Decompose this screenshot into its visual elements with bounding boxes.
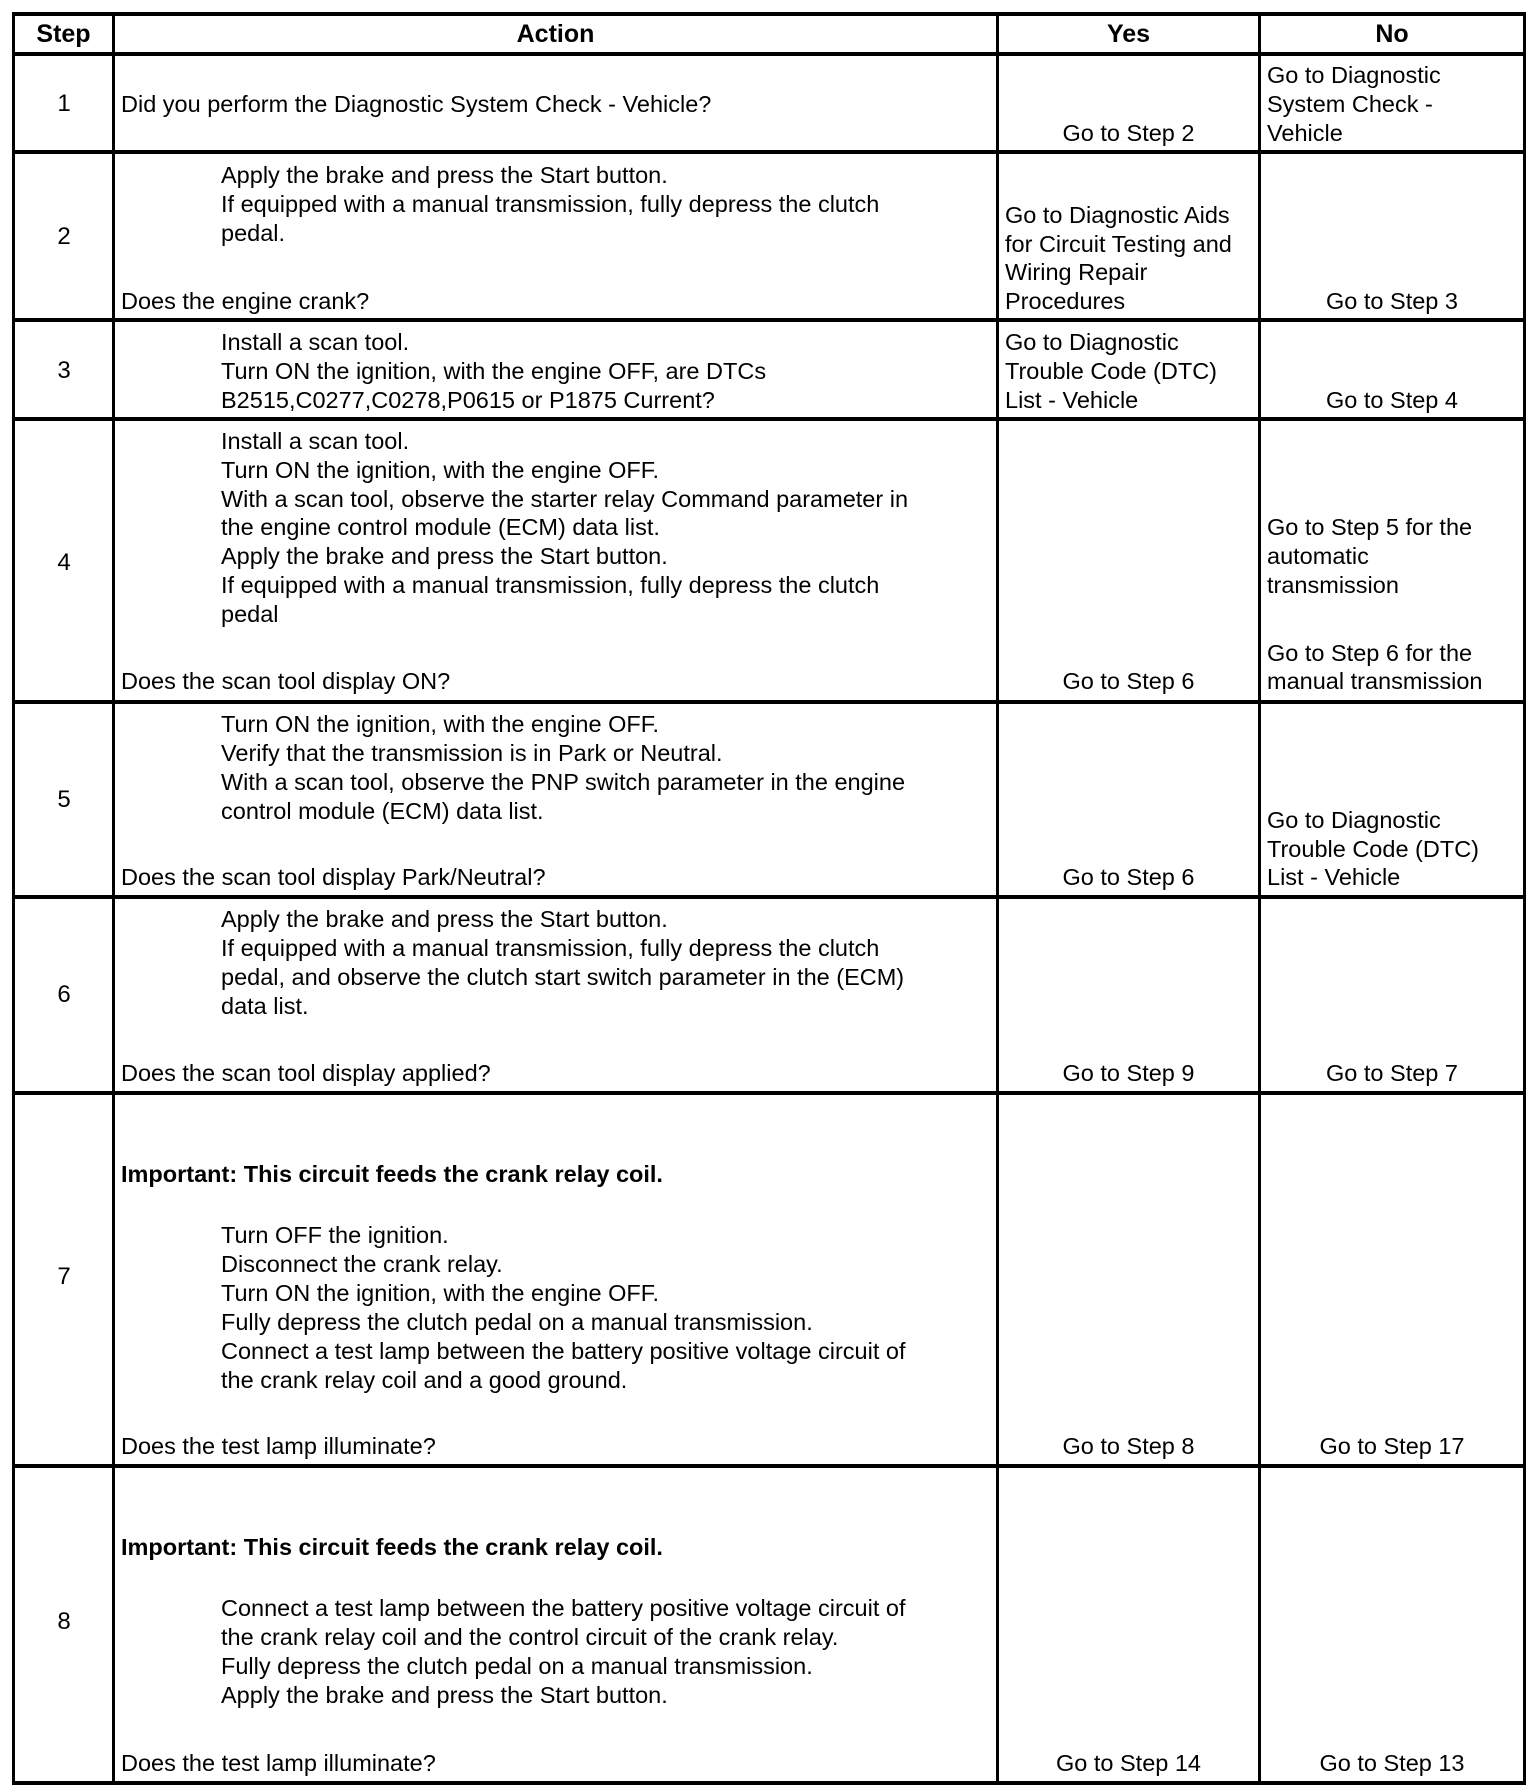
action-line: If equipped with a manual transmission, fully depress the clutch (221, 191, 880, 217)
step-number: 4 (57, 549, 71, 576)
action-line: Turn ON the ignition, with the engine OFF, are DTCs (221, 358, 767, 384)
rule-right (1523, 12, 1526, 1785)
yes-cell-line: Go to Diagnostic (1005, 329, 1179, 355)
action-line: Turn ON the ignition, with the engine OFF. (221, 711, 660, 737)
header-no: No (1375, 19, 1409, 48)
header-action: Action (516, 19, 595, 48)
action-line: the engine control module (ECM) data list. (221, 514, 660, 540)
action-line: Apply the brake and press the Start button. (221, 162, 668, 188)
action-line: Fully depress the clutch pedal on a manual transmission. (221, 1653, 813, 1679)
yes-cell-line: for Circuit Testing and (1005, 231, 1232, 257)
rule-bottom (12, 1781, 1526, 1785)
yes-cell: Go to Step 6 (1062, 668, 1195, 694)
action-line: Install a scan tool. (221, 329, 410, 355)
step-question: Does the scan tool display ON? (121, 668, 451, 694)
action-line: Connect a test lamp between the battery positive voltage circuit of (221, 1338, 906, 1364)
action-line: Apply the brake and press the Start button. (221, 543, 668, 569)
action-line: Turn ON the ignition, with the engine OFF. (221, 457, 660, 483)
no-cell-line: Go to Diagnostic (1267, 62, 1441, 88)
rule-step3 (12, 417, 1526, 421)
step-question: Does the engine crank? (121, 288, 370, 314)
action-line: If equipped with a manual transmission, fully depress the clutch (221, 935, 880, 961)
no-cell-line: manual transmission (1267, 668, 1483, 694)
action-line: the crank relay coil and the control circuit of the crank relay. (221, 1624, 839, 1650)
no-cell-line: Trouble Code (DTC) (1267, 836, 1479, 862)
step-question: Does the scan tool display applied? (121, 1060, 491, 1086)
yes-cell: Go to Step 2 (1062, 120, 1195, 146)
yes-cell-line: Trouble Code (DTC) (1005, 358, 1217, 384)
action-line: With a scan tool, observe the PNP switch parameter in the engine (221, 769, 906, 795)
rule-left (12, 12, 15, 1785)
step-question: Does the scan tool display Park/Neutral? (121, 864, 546, 890)
action-line: Turn ON the ignition, with the engine OFF. (221, 1280, 660, 1306)
rule-step2 (12, 318, 1526, 322)
no-cell: Go to Step 17 (1319, 1433, 1465, 1459)
yes-cell: Go to Step 9 (1062, 1060, 1195, 1086)
action-line: If equipped with a manual transmission, fully depress the clutch (221, 572, 880, 598)
action-line: Install a scan tool. (221, 428, 410, 454)
action-line: Connect a test lamp between the battery positive voltage circuit of (221, 1595, 906, 1621)
rule-step6 (12, 1091, 1526, 1095)
no-cell: Go to Step 13 (1319, 1750, 1465, 1776)
step-question: Does the test lamp illuminate? (121, 1750, 436, 1776)
action-line: Disconnect the crank relay. (221, 1251, 503, 1277)
step-number: 3 (57, 357, 71, 384)
action-line: Fully depress the clutch pedal on a manual transmission. (221, 1309, 813, 1335)
rule-step1 (12, 150, 1526, 154)
no-cell: Go to Step 3 (1326, 288, 1458, 314)
yes-cell: Go to Step 8 (1062, 1433, 1195, 1459)
no-cell-line: Vehicle (1267, 120, 1343, 146)
no-cell: Go to Step 4 (1326, 387, 1458, 413)
no-cell-line: System Check - (1267, 91, 1433, 117)
action-line: control module (ECM) data list. (221, 798, 544, 824)
step-number: 1 (57, 90, 71, 117)
header-step: Step (36, 19, 91, 48)
rule-action-col (996, 12, 999, 1785)
action-line: B2515,C0277,C0278,P0615 or P1875 Current? (221, 387, 715, 413)
no-cell-line: automatic (1267, 543, 1369, 569)
rule-step4 (12, 700, 1526, 704)
step-number: 2 (57, 223, 71, 250)
action-line: Apply the brake and press the Start button. (221, 1682, 668, 1708)
action-line: Apply the brake and press the Start button. (221, 906, 668, 932)
rule-step5 (12, 895, 1526, 899)
step-number: 6 (57, 981, 71, 1008)
no-cell-line: transmission (1267, 572, 1399, 598)
important-note: Important: This circuit feeds the crank relay coil. (121, 1161, 663, 1187)
action-line: With a scan tool, observe the starter relay Command parameter in (221, 486, 909, 512)
rule-yes-col (1258, 12, 1261, 1785)
important-note: Important: This circuit feeds the crank relay coil. (121, 1534, 663, 1560)
no-cell-line: Go to Step 5 for the (1267, 514, 1473, 540)
no-cell-line: Go to Step 6 for the (1267, 640, 1473, 666)
action-line: pedal. (221, 220, 286, 246)
no-cell: Go to Step 7 (1326, 1060, 1458, 1086)
rule-step7 (12, 1464, 1526, 1468)
action-line: Turn OFF the ignition. (221, 1222, 449, 1248)
step-number: 5 (57, 786, 71, 813)
no-cell-line: List - Vehicle (1267, 864, 1401, 890)
action-line: data list. (221, 993, 309, 1019)
yes-cell: Go to Step 6 (1062, 864, 1195, 890)
step-question: Did you perform the Diagnostic System Check - Vehicle? (121, 91, 712, 117)
header-yes: Yes (1106, 19, 1151, 48)
no-cell-line: Go to Diagnostic (1267, 807, 1441, 833)
step-number: 7 (57, 1263, 71, 1290)
step-question: Does the test lamp illuminate? (121, 1433, 436, 1459)
yes-cell-line: Go to Diagnostic Aids (1005, 202, 1230, 228)
yes-cell-line: Procedures (1005, 288, 1126, 314)
action-line: pedal, and observe the clutch start switch parameter in the (ECM) (221, 964, 905, 990)
action-line: the crank relay coil and a good ground. (221, 1367, 628, 1393)
step-number: 8 (57, 1608, 71, 1635)
yes-cell-line: Wiring Repair (1005, 259, 1148, 285)
yes-cell: Go to Step 14 (1055, 1750, 1202, 1776)
yes-cell-line: List - Vehicle (1005, 387, 1139, 413)
rule-step-col (112, 12, 115, 1785)
action-line: Verify that the transmission is in Park or Neutral. (221, 740, 723, 766)
action-line: pedal (221, 601, 279, 627)
